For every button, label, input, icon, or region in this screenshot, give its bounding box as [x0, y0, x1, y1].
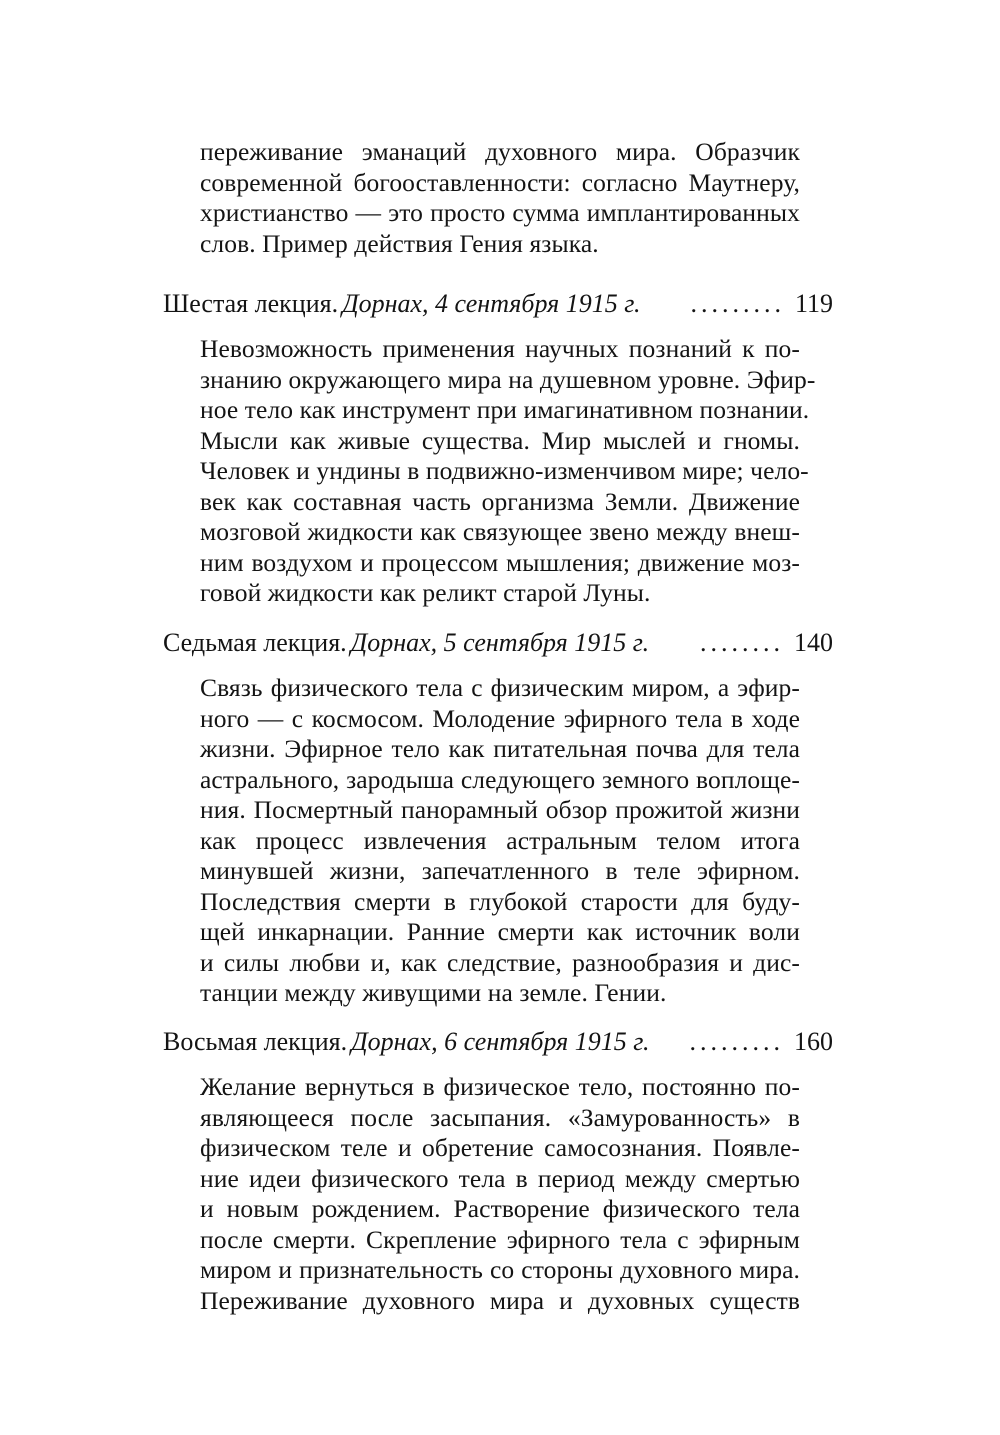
text-line: минувшей жизни, запечатленного в теле эфирном. [200, 856, 800, 885]
page-number: 160 [794, 1027, 833, 1056]
lecture-title: Восьмая лекция. [163, 1027, 348, 1056]
intro-paragraph [200, 137, 800, 259]
text-line: и новым рождением. Растворение физического тела [200, 1194, 800, 1223]
lecture-place-date: Дорнах, 4 сентября 1915 г. [342, 289, 641, 318]
text-line: Мысли как живые существа. Мир мыслей и гномы. [200, 425, 800, 455]
dot-leader: ......... [690, 289, 785, 318]
text-line: щей инкарнации. Ранние смерти как источник воли [200, 917, 800, 946]
text-line: ное тело как инструмент при имагинативном познании. [200, 395, 810, 424]
text-line: ним воздухом и процессом мышления; движение моз- [200, 547, 800, 577]
dot-leader: ........ [700, 628, 784, 657]
lecture-summary-7 [200, 673, 800, 1009]
lecture-title: Шестая лекция. [163, 289, 339, 318]
text-line: ния. Посмертный панорамный обзор прожитой жизни [200, 795, 800, 824]
text-line: христианство — это просто сумма имплантированных [200, 198, 800, 227]
text-line: век как составная часть организма Земли. Движение [200, 486, 800, 516]
page-number: 119 [794, 289, 833, 318]
text-line: танции между живущими на земле. Гении. [200, 978, 667, 1007]
text-line: мозговой жидкости как связующее звено между внеш- [200, 517, 800, 546]
dot-leader: ......... [689, 1027, 784, 1056]
toc-entry-heading-8[interactable] [163, 1025, 833, 1059]
text-line: физическом теле и обретение самосознания. Появле- [200, 1133, 800, 1162]
text-line: переживание эманаций духовного мира. Образчик [200, 137, 800, 166]
text-line: говой жидкости как реликт старой Луны. [200, 578, 651, 607]
text-line: знанию окружающего мира на душевном уровне. Эфир- [200, 364, 816, 394]
text-line: Переживание духовного мира и духовных существ [200, 1285, 800, 1315]
lecture-summary-8 [200, 1072, 800, 1316]
text-line: Человек и ундины в подвижно-изменчивом мире; чело- [200, 456, 809, 485]
lecture-title: Седьмая лекция. [163, 628, 347, 657]
toc-entry-heading-7[interactable] [163, 626, 833, 660]
text-line: современной богооставленности: согласно Маутнеру, [200, 167, 800, 197]
text-line: после смерти. Скрепление эфирного тела с эфирным [200, 1224, 800, 1254]
text-line: являющееся после засыпания. «Замурованность» в [200, 1102, 800, 1132]
text-line: Желание вернуться в физическое тело, постоянно по- [200, 1072, 800, 1101]
text-line: ного — с космосом. Молодение эфирного тела в ходе [200, 703, 800, 733]
text-line: Невозможность применения научных познаний к по- [200, 334, 800, 363]
text-line: астрального, зародыша следующего земного воплоще- [200, 764, 800, 794]
text-line: жизни. Эфирное тело как питательная почва для тела [200, 734, 800, 763]
text-line: миром и признательность со стороны духовного мира. [200, 1255, 800, 1284]
text-line: Связь физического тела с физическим миром, а эфир- [200, 673, 800, 702]
page-number: 140 [794, 628, 833, 657]
lecture-place-date: Дорнах, 5 сентября 1915 г. [350, 628, 650, 657]
lecture-summary-6 [200, 334, 816, 609]
text-line: как процесс извлечения астральным телом итога [200, 825, 800, 855]
text-line: Последствия смерти в глубокой старости для буду- [200, 886, 800, 916]
text-line: ние идеи физического тела в период между смертью [200, 1163, 800, 1193]
text-line: и силы любви и, как следствие, разнообразия и дис- [200, 947, 800, 977]
toc-entry-heading-6[interactable] [163, 287, 833, 321]
text-line: слов. Пример действия Гения языка. [200, 228, 599, 258]
lecture-place-date: Дорнах, 6 сентября 1915 г. [351, 1027, 650, 1056]
